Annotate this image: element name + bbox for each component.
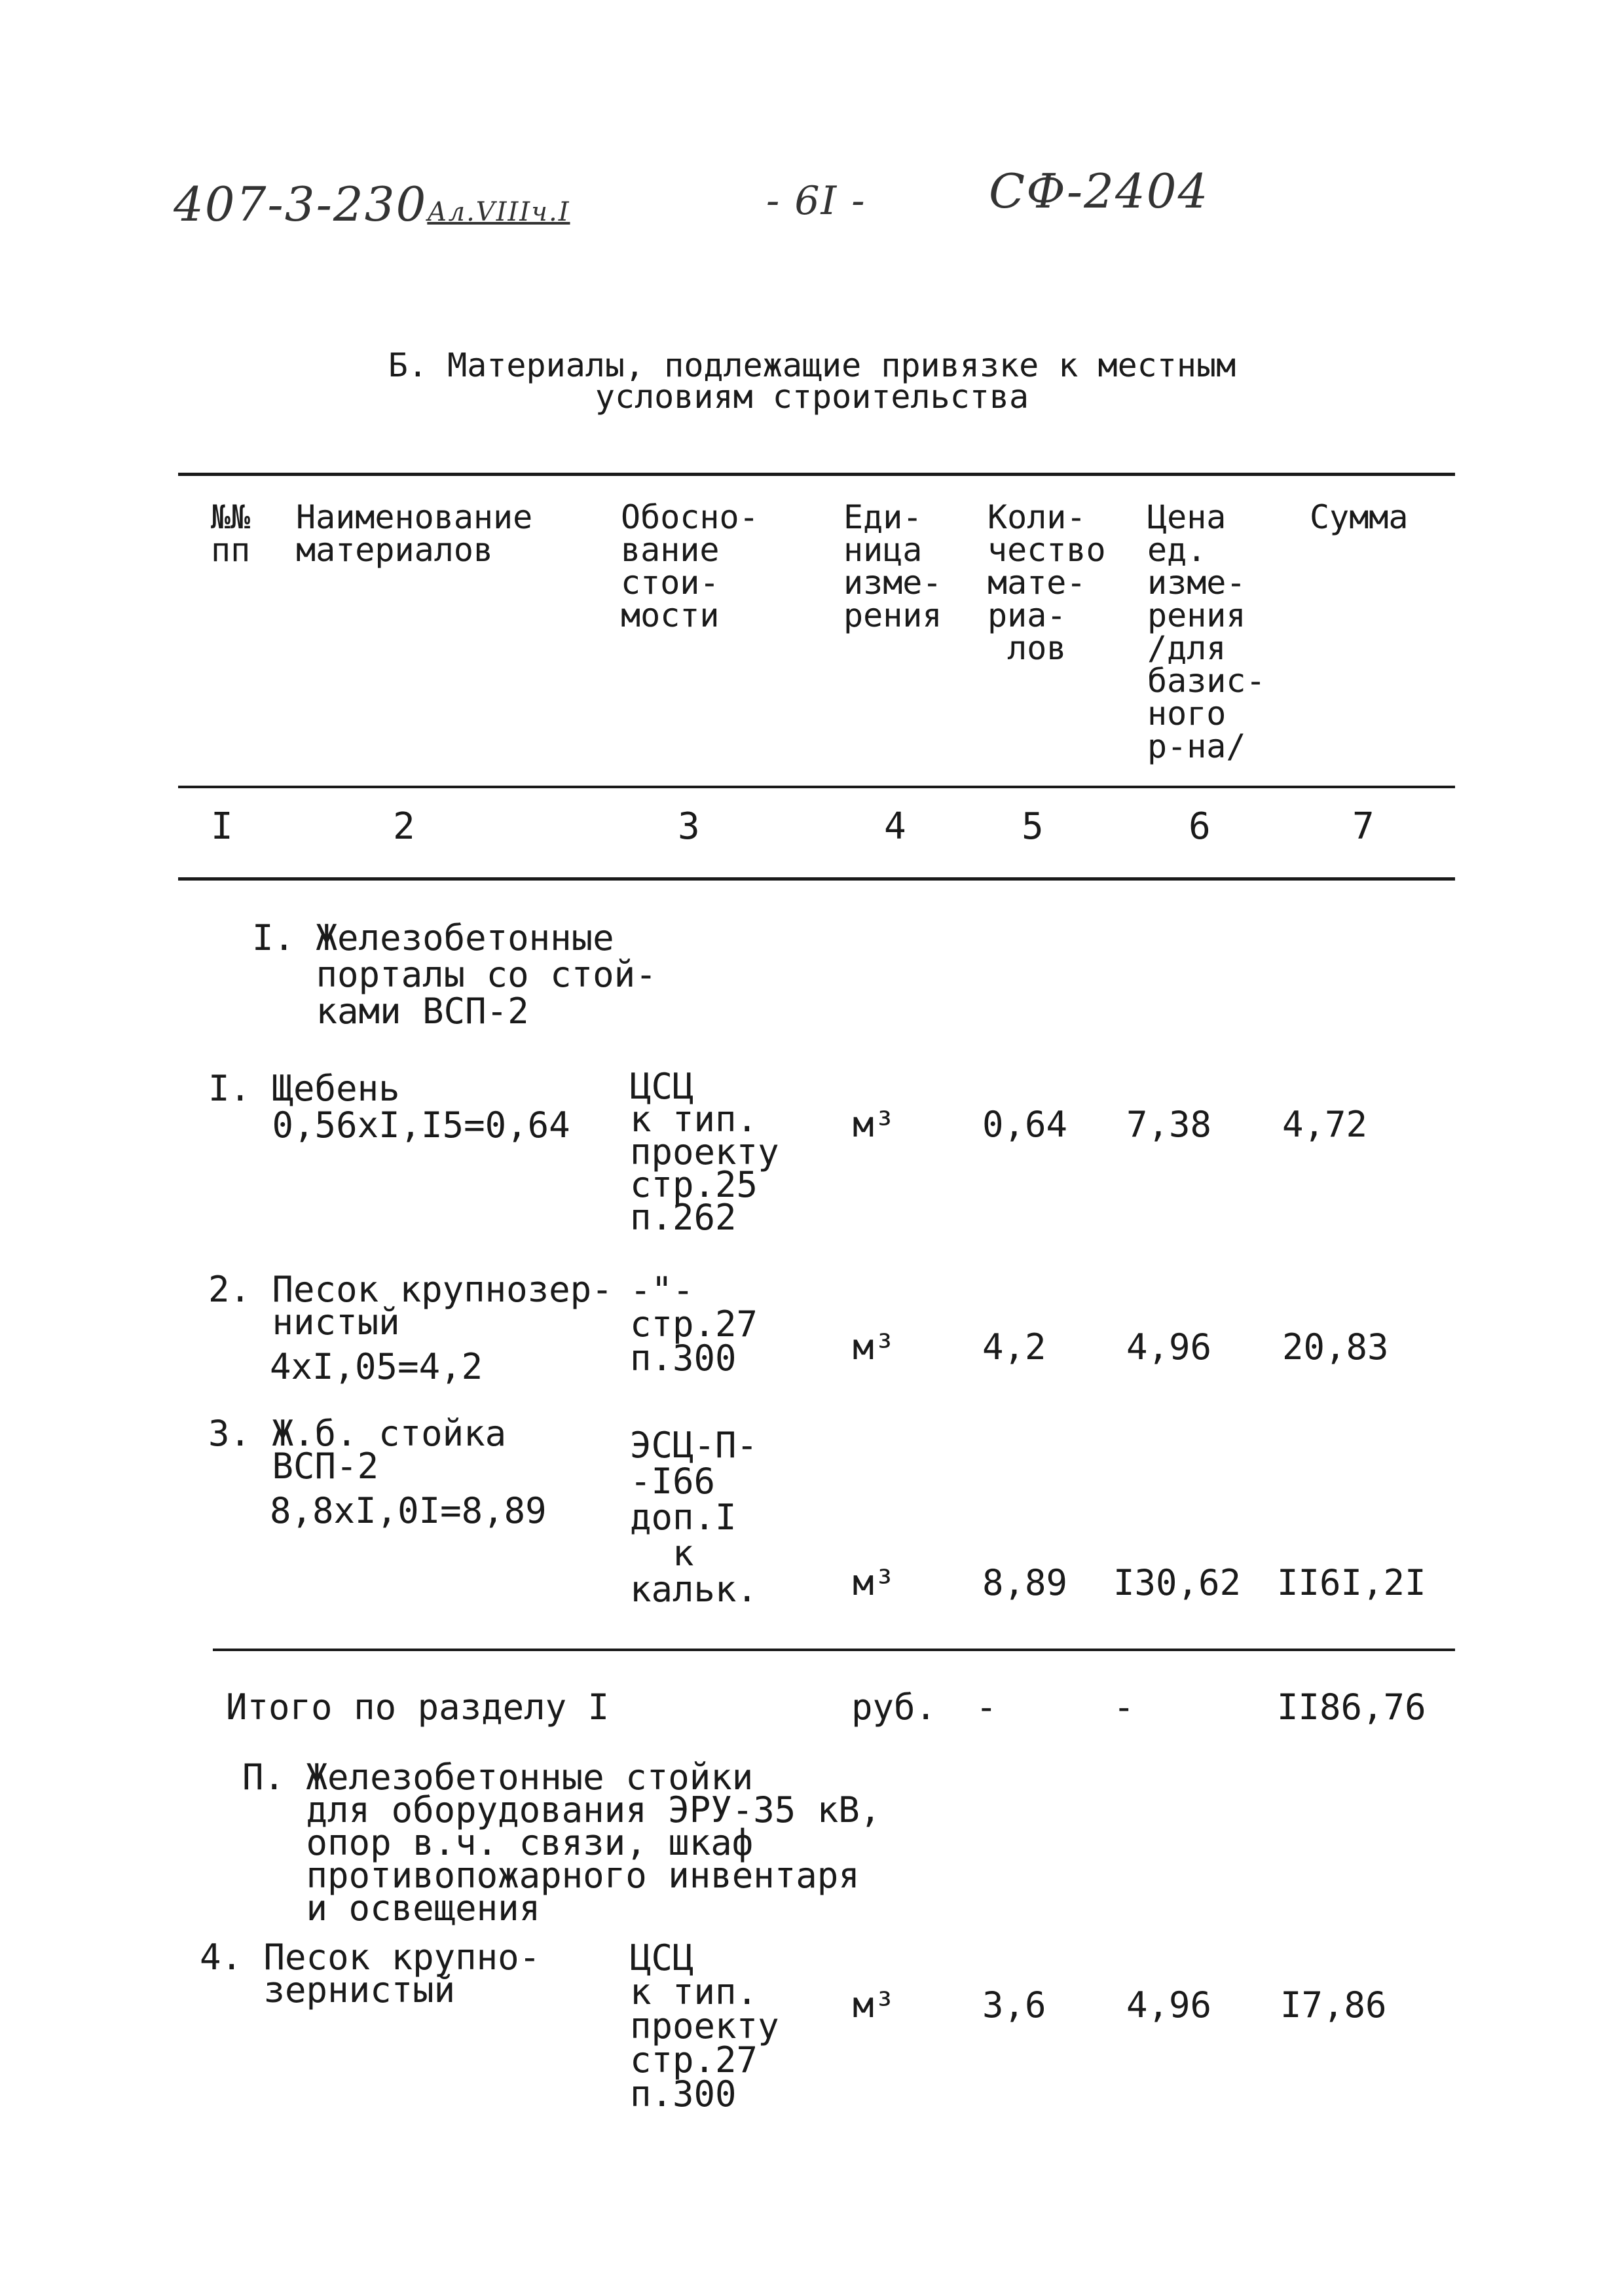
row-3-unit: м³: [853, 1562, 896, 1603]
document-code: [174, 177, 570, 232]
section-1-total-price: -: [1113, 1686, 1135, 1728]
column-number-4: 4: [884, 805, 906, 848]
section-1-total-sum: II86,76: [1277, 1686, 1426, 1728]
document-code-suffix: Ал.VIIIч.I: [427, 197, 570, 227]
column-header-basis: Обосно- вание стои- мости: [621, 498, 759, 634]
row-2-basis: -"- стр.27 п.300: [630, 1269, 758, 1379]
row-3-quantity: 8,89: [982, 1562, 1068, 1603]
numbers-bottom-rule: [178, 877, 1455, 881]
row-3-calc: 8,8хI,0I=8,89: [270, 1490, 547, 1531]
section-2-title: П. Железобетонные стойки для оборудования ЭРУ-35 кВ, опор в.ч. связи, шкаф противопожарного инвентаря и освещения: [242, 1757, 881, 1929]
header-bottom-rule: [178, 786, 1455, 788]
row-4-quantity: 3,6: [982, 1984, 1046, 2026]
row-1-sum: 4,72: [1282, 1104, 1368, 1145]
column-header-name: Наименование материалов: [296, 498, 533, 569]
row-2-name: 2. Песок крупнозер- нистый: [208, 1269, 613, 1343]
column-number-6: 6: [1189, 805, 1211, 848]
row-4-name: 4. Песок крупно- зернистый: [200, 1937, 541, 2011]
row-2-price: 4,96: [1126, 1326, 1212, 1368]
column-number-3: 3: [678, 805, 700, 848]
section-1-title: I. Железобетонные порталы со стой- ками ВСП-2: [252, 917, 657, 1032]
row-1-quantity: 0,64: [982, 1104, 1068, 1145]
row-1-unit: м³: [853, 1104, 896, 1145]
row-2-sum: 20,83: [1282, 1326, 1389, 1368]
column-header-price: Цена ед. изме- рения /для базис- ного р-на/: [1147, 498, 1266, 765]
column-header-unit: Еди- ница изме- рения: [843, 498, 942, 634]
section-1-total-rule: [213, 1649, 1455, 1651]
document-code-text: 407-3-230: [174, 177, 428, 232]
column-header-quantity: Коли- чество мате- риа- лов: [987, 498, 1106, 667]
row-2-calc: 4хI,05=4,2: [270, 1346, 483, 1387]
row-3-price: I30,62: [1113, 1562, 1242, 1603]
column-header-sum: Сумма: [1310, 498, 1409, 536]
column-header-number: №№ пп: [211, 498, 251, 569]
row-3-name: 3. Ж.б. стойка ВСП-2: [208, 1413, 507, 1487]
section-1-total-quantity: -: [976, 1686, 997, 1728]
page-number: - 6I -: [766, 178, 866, 224]
row-4-sum: I7,86: [1280, 1984, 1387, 2026]
inventory-number: СФ-2404: [989, 164, 1209, 219]
row-1-price: 7,38: [1126, 1104, 1212, 1145]
row-4-basis: ЦСЦ к тип. проекту стр.27 п.300: [630, 1937, 779, 2115]
row-3-basis: ЭСЦ-П- -I66 доп.I к кальк.: [630, 1425, 758, 1610]
row-3-sum: II6I,2I: [1277, 1562, 1426, 1603]
row-1-name: I. Щебень 0,56хI,I5=0,64: [208, 1068, 570, 1146]
section-1-total-label: Итого по разделу I: [226, 1686, 610, 1728]
row-1-basis: ЦСЦ к тип. проекту стр.25 п.262: [630, 1066, 779, 1238]
row-4-unit: м³: [853, 1984, 896, 2026]
row-2-unit: м³: [853, 1326, 896, 1368]
table-top-rule: [178, 473, 1455, 476]
section-title-line1: Б. Материалы, подлежащие привязке к местным: [388, 346, 1236, 384]
section-1-total-unit: руб.: [851, 1686, 937, 1728]
column-number-1: I: [211, 805, 233, 848]
column-number-5: 5: [1022, 805, 1044, 848]
row-4-price: 4,96: [1126, 1984, 1212, 2026]
section-title-line2: условиям строительства: [595, 378, 1029, 416]
row-2-quantity: 4,2: [982, 1326, 1046, 1368]
column-number-2: 2: [393, 805, 415, 848]
column-number-7: 7: [1352, 805, 1375, 848]
